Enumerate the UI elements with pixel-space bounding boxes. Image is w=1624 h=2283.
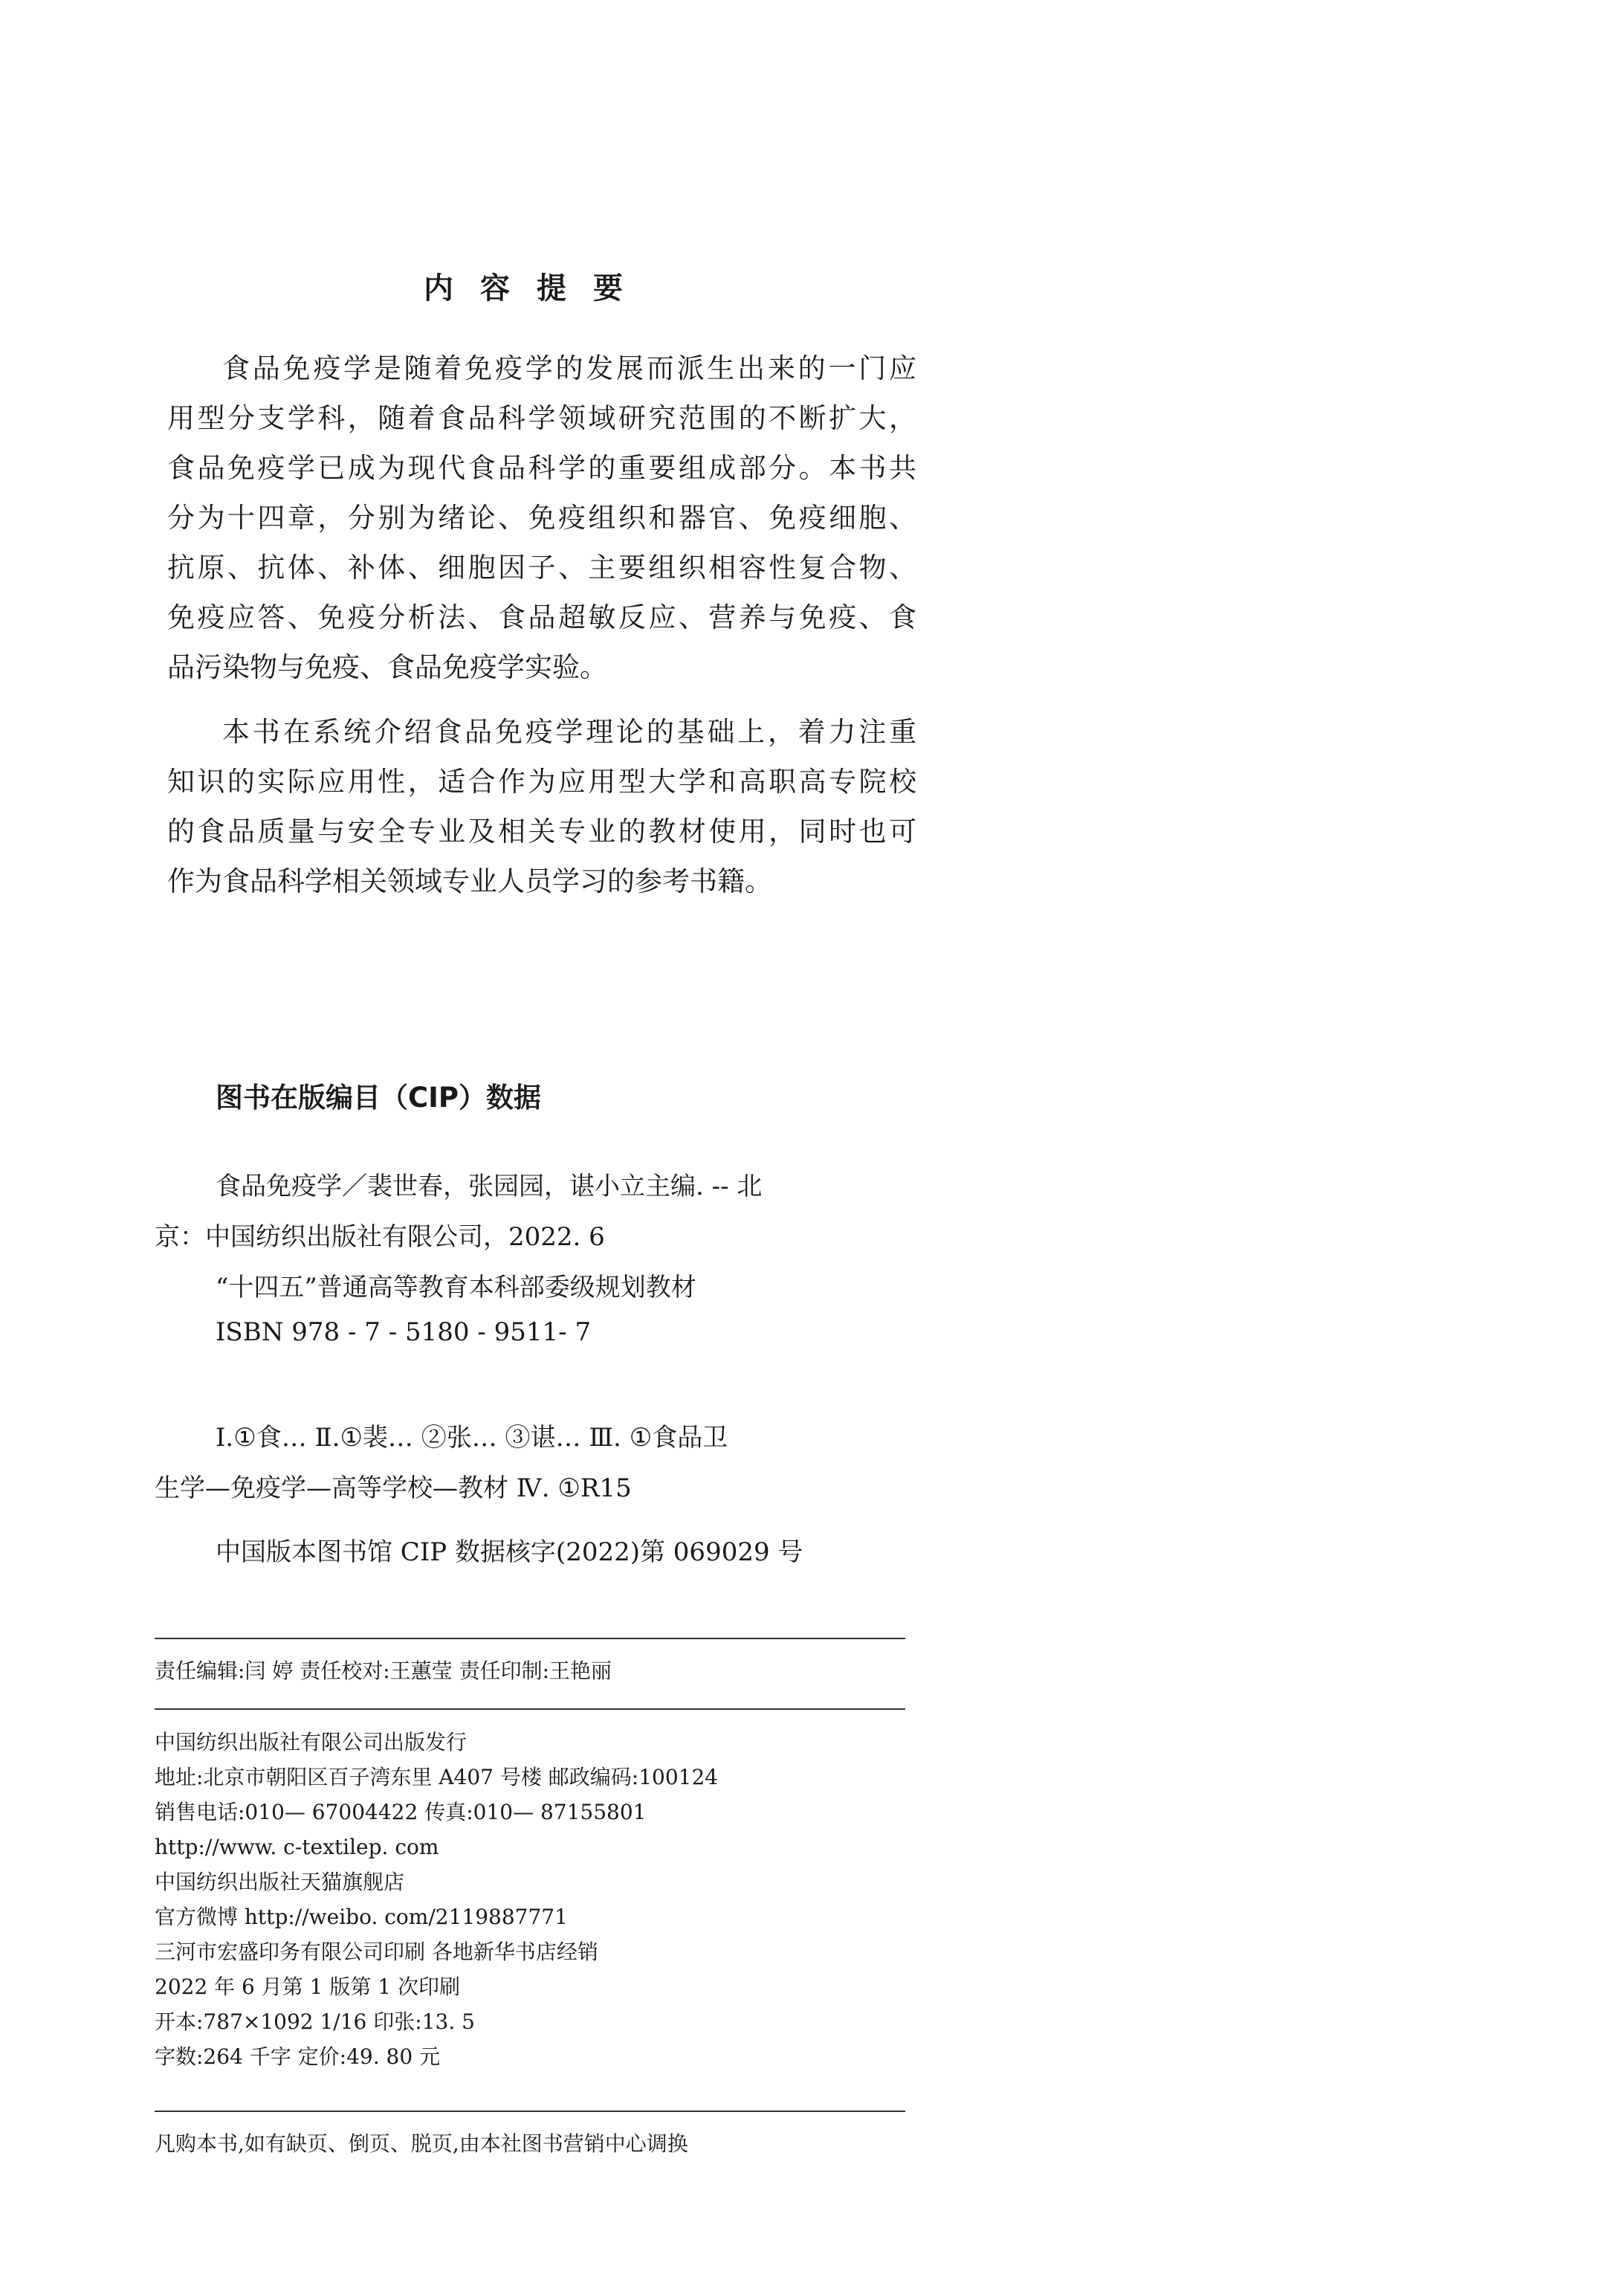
- publisher-address: 地址:北京市朝阳区百子湾东里 A407 号楼 邮政编码:100124: [155, 1765, 719, 1789]
- publisher-line: 中国纺织出版社有限公司出版发行: [155, 1730, 468, 1754]
- price-line: 字数:264 千字 定价:49. 80 元: [155, 2044, 441, 2069]
- text-line: 食品免疫学是随着免疫学的发展而派生出来的一门应: [222, 352, 916, 384]
- cip-classification-1: Ⅰ.①食… Ⅱ.①裴… ②张… ③谌… Ⅲ. ①食品卫: [216, 1423, 728, 1453]
- cip-record-number: 中国版本图书馆 CIP 数据核字(2022)第 069029 号: [216, 1537, 803, 1567]
- divider: [155, 2111, 905, 2112]
- text-line: 免疫应答、免疫分析法、食品超敏反应、营养与免疫、食: [167, 601, 916, 633]
- text-line: 的食品质量与安全专业及相关专业的教材使用，同时也可: [167, 816, 916, 847]
- edition-line: 2022 年 6 月第 1 版第 1 次印刷: [155, 1974, 461, 1999]
- divider: [155, 1638, 905, 1639]
- format-line: 开本:787×1092 1/16 印张:13. 5: [155, 2009, 475, 2034]
- text-line: 分为十四章，分别为绪论、免疫组织和器官、免疫细胞、: [167, 502, 916, 534]
- text-line: 知识的实际应用性，适合作为应用型大学和高职高专院校: [167, 766, 916, 798]
- summary-title: 内容提要: [424, 271, 650, 306]
- divider: [155, 1708, 905, 1710]
- summary-paragraph-2: [167, 707, 916, 906]
- cip-classification-2: 生学—免疫学—高等学校—教材 Ⅳ. ①R15: [155, 1473, 632, 1503]
- text-line: 抗原、抗体、补体、细胞因子、主要组织相容性复合物、: [167, 552, 916, 584]
- publisher-store: 中国纺织出版社天猫旗舰店: [155, 1870, 405, 1894]
- printer-line: 三河市宏盛印务有限公司印刷 各地新华书店经销: [155, 1940, 598, 1964]
- publisher-info: [155, 1725, 718, 2074]
- cip-heading: 图书在版编目（CIP）数据: [216, 1082, 542, 1114]
- text-line: 用型分支学科，随着食品科学领域研究范围的不断扩大，: [167, 402, 916, 434]
- text-line: 本书在系统介绍食品免疫学理论的基础上，着力注重: [222, 716, 916, 748]
- text-line: 食品免疫学已成为现代食品科学的重要组成部分。本书共: [167, 452, 916, 484]
- publisher-website: http://www. c-textilep. com: [155, 1835, 439, 1859]
- cip-isbn: ISBN 978 - 7 - 5180 - 9511- 7: [216, 1317, 592, 1347]
- publisher-phone: 销售电话:010— 67004422 传真:010— 87155801: [155, 1800, 647, 1824]
- text-line: 品污染物与免疫、食品免疫学实验。: [167, 651, 607, 683]
- summary-paragraph-1: [167, 343, 916, 692]
- footer-note: 凡购本书,如有缺页、倒页、脱页,由本社图书营销中心调换: [155, 2131, 688, 2156]
- text-line: 作为食品科学相关领域专业人员学习的参考书籍。: [167, 865, 772, 897]
- cip-line-1: 食品免疫学／裴世春，张园园，谌小立主编. -- 北: [216, 1172, 763, 1201]
- cip-line-3: “十四五”普通高等教育本科部委级规划教材: [216, 1273, 696, 1302]
- editors-line: 责任编辑:闫 婷 责任校对:王蕙莹 责任印制:王艳丽: [155, 1659, 612, 1683]
- publisher-weibo: 官方微博 http://weibo. com/2119887771: [155, 1905, 568, 1929]
- cip-line-2: 京：中国纺织出版社有限公司，2022. 6: [155, 1222, 605, 1252]
